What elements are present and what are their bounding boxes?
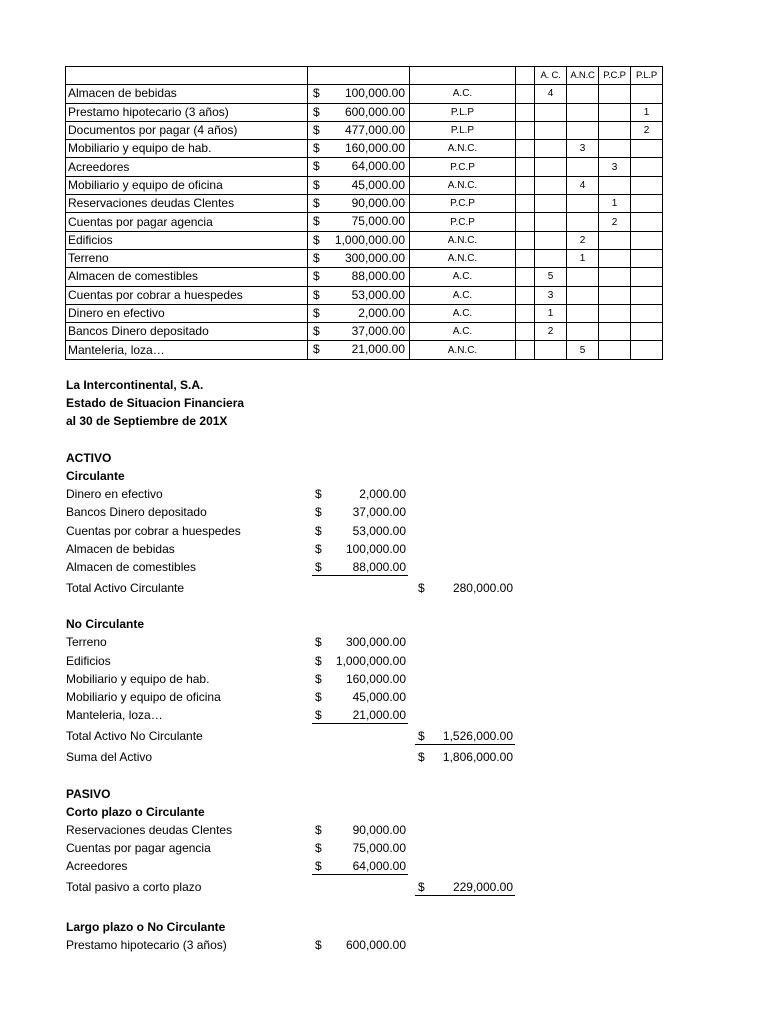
statement-line-item	[66, 706, 526, 727]
pcp-order-cell: 3	[599, 158, 631, 176]
amount-value: 75,000.00	[352, 841, 406, 856]
line-item-amount	[312, 839, 408, 856]
amount-value: 53,000.00	[352, 523, 406, 538]
plp-order-cell	[631, 268, 663, 286]
spacer-cell	[516, 85, 535, 103]
ac-order-cell	[535, 341, 567, 359]
pcp-order-cell	[599, 176, 631, 194]
ac-order-cell: 4	[535, 85, 567, 103]
currency-symbol: $	[315, 541, 322, 556]
account-name-cell: Mobiliario y equipo de oficina	[66, 176, 308, 194]
classification-cell: A.N.C.	[410, 341, 516, 359]
line-item-amount	[312, 503, 408, 520]
anc-order-cell	[567, 286, 599, 304]
ac-order-cell	[535, 103, 567, 121]
amount-value: 1,000,000.00	[334, 232, 405, 247]
account-name-cell: Mobiliario y equipo de hab.	[66, 140, 308, 158]
line-item-amount	[312, 522, 408, 539]
line-item-label: Cuentas por cobrar a huespedes	[66, 523, 241, 538]
spacer-cell	[516, 231, 535, 249]
plp-order-cell	[631, 323, 663, 341]
anc-order-cell	[567, 213, 599, 231]
pcp-order-cell	[599, 140, 631, 158]
table-row	[66, 341, 663, 359]
account-name-cell: Dinero en efectivo	[66, 304, 308, 322]
currency-symbol: $	[313, 159, 320, 174]
account-name-cell: Terreno	[66, 249, 308, 267]
classification-cell: A.N.C.	[410, 140, 516, 158]
account-name-cell: Documentos por pagar (4 años)	[66, 121, 308, 139]
pcp-order-cell	[599, 249, 631, 267]
table-row	[66, 268, 663, 286]
ac-order-cell	[535, 213, 567, 231]
ac-order-cell	[535, 249, 567, 267]
currency-symbol: $	[313, 104, 320, 119]
line-item-amount	[312, 936, 408, 953]
amount-cell	[308, 140, 410, 158]
amount-value: 37,000.00	[351, 324, 405, 339]
plp-order-cell	[631, 213, 663, 231]
currency-symbol: $	[315, 841, 322, 856]
classification-cell: P.C.P	[410, 213, 516, 231]
line-item-label: Almacen de bebidas	[66, 541, 175, 556]
header-blank-spacer	[516, 67, 535, 85]
pcp-order-cell: 1	[599, 195, 631, 213]
line-item-amount	[312, 540, 408, 557]
currency-symbol: $	[315, 671, 322, 686]
classification-cell: A.N.C.	[410, 231, 516, 249]
classification-cell: A.C.	[410, 268, 516, 286]
amount-value: 1,000,000.00	[335, 653, 406, 668]
statement-line-item	[66, 558, 526, 579]
largo-plazo-heading: Largo plazo o No Circulante	[66, 919, 226, 934]
plp-order-cell	[631, 85, 663, 103]
classification-cell: P.C.P	[410, 195, 516, 213]
plp-order-cell	[631, 158, 663, 176]
line-item-label: Bancos Dinero depositado	[66, 505, 207, 520]
anc-order-cell	[567, 121, 599, 139]
statement-line-item	[66, 839, 526, 857]
amount-value: 160,000.00	[344, 141, 405, 156]
amount-cell	[308, 286, 410, 304]
amount-value: 53,000.00	[351, 287, 405, 302]
ac-order-cell	[535, 231, 567, 249]
table-row	[66, 213, 663, 231]
amount-value: 477,000.00	[344, 122, 405, 137]
pcp-order-cell	[599, 268, 631, 286]
classification-cell: A.C.	[410, 85, 516, 103]
amount-cell	[308, 121, 410, 139]
plp-order-cell	[631, 140, 663, 158]
spacer-cell	[516, 213, 535, 231]
line-item-amount	[312, 485, 408, 502]
ac-order-cell	[535, 121, 567, 139]
anc-order-cell	[567, 85, 599, 103]
circulante-items	[66, 485, 526, 579]
classification-cell: A.N.C.	[410, 176, 516, 194]
spacer-cell	[516, 121, 535, 139]
table-row	[66, 286, 663, 304]
classification-table	[65, 66, 663, 360]
currency-symbol: $	[315, 859, 322, 874]
line-item-label: Mobiliario y equipo de oficina	[66, 690, 221, 704]
plp-order-cell	[631, 195, 663, 213]
amount-cell	[308, 304, 410, 322]
corto-plazo-items	[66, 821, 526, 878]
line-item-label: Cuentas por pagar agencia	[66, 841, 211, 856]
amount-value: 45,000.00	[351, 177, 405, 192]
plp-order-cell: 2	[631, 121, 663, 139]
pcp-order-cell	[599, 323, 631, 341]
amount-value: 64,000.00	[352, 859, 406, 874]
amount-cell	[308, 158, 410, 176]
amount-cell	[308, 341, 410, 359]
plp-order-cell	[631, 304, 663, 322]
spacer-cell	[516, 158, 535, 176]
anc-order-cell	[567, 304, 599, 322]
statement-date: al 30 de Septiembre de 201X	[66, 414, 228, 429]
pasivo-heading: PASIVO	[66, 786, 111, 801]
currency-symbol: $	[315, 505, 322, 520]
ac-order-cell	[535, 176, 567, 194]
classification-cell: A.C.	[410, 304, 516, 322]
no-circulante-items	[66, 633, 526, 727]
table-row	[66, 121, 663, 139]
spacer-cell	[516, 249, 535, 267]
statement-line-item	[66, 522, 526, 540]
plp-order-cell	[631, 286, 663, 304]
amount-cell	[308, 195, 410, 213]
pcp-order-cell	[599, 341, 631, 359]
pcp-order-cell	[599, 231, 631, 249]
currency-symbol: $	[315, 690, 322, 704]
line-item-label: Prestamo hipotecario (3 años)	[66, 937, 227, 952]
account-name-cell: Acreedores	[66, 158, 308, 176]
table-row	[66, 195, 663, 213]
currency-symbol: $	[313, 86, 320, 101]
amount-cell	[308, 323, 410, 341]
table-row	[66, 140, 663, 158]
account-name-cell: Reservaciones deudas Clentes	[66, 195, 308, 213]
account-name-cell: Manteleria, loza…	[66, 341, 308, 359]
header-blank-class	[410, 67, 516, 85]
amount-cell	[308, 85, 410, 103]
statement-line-item	[66, 936, 526, 954]
currency-symbol: $	[315, 523, 322, 538]
account-name-cell: Almacen de bebidas	[66, 85, 308, 103]
no-circulante-heading: No Circulante	[66, 617, 145, 632]
spacer-cell	[516, 195, 535, 213]
table-row	[66, 158, 663, 176]
amount-value: 300,000.00	[344, 250, 405, 265]
spacer-cell	[516, 140, 535, 158]
amount-value: 37,000.00	[352, 505, 406, 520]
anc-order-cell	[567, 103, 599, 121]
amount-value: 88,000.00	[351, 269, 405, 284]
currency-symbol: $	[313, 232, 320, 247]
currency-symbol: $	[315, 559, 322, 574]
currency-symbol: $	[313, 269, 320, 284]
amount-value: 21,000.00	[352, 708, 406, 723]
currency-symbol: $	[313, 287, 320, 302]
spacer	[66, 597, 526, 615]
amount-value: 160,000.00	[345, 671, 406, 686]
currency-symbol: $	[313, 324, 320, 339]
table-row	[66, 304, 663, 322]
currency-symbol: $	[313, 342, 320, 357]
account-name-cell: Cuentas por pagar agencia	[66, 213, 308, 231]
plp-order-cell: 1	[631, 103, 663, 121]
currency-symbol: $	[315, 708, 322, 723]
plp-order-cell	[631, 176, 663, 194]
account-name-cell: Edificios	[66, 231, 308, 249]
amount-value: 2,000.00	[359, 487, 406, 502]
pcp-order-cell	[599, 286, 631, 304]
table-row	[66, 176, 663, 194]
anc-order-cell: 3	[567, 140, 599, 158]
statement-line-item	[66, 485, 526, 503]
currency-symbol: $	[313, 250, 320, 265]
line-item-label: Reservaciones deudas Clentes	[66, 822, 233, 837]
amount-cell	[308, 103, 410, 121]
table-row	[66, 323, 663, 341]
currency-symbol: $	[313, 177, 320, 192]
spacer-cell	[516, 176, 535, 194]
spacer-cell	[516, 268, 535, 286]
anc-order-cell	[567, 268, 599, 286]
currency-symbol: $	[313, 305, 320, 320]
currency-symbol: $	[315, 653, 322, 668]
statement-line-item	[66, 688, 526, 706]
amount-cell	[308, 213, 410, 231]
line-item-amount	[312, 670, 408, 687]
suma-del-activo: Suma del Activo $ 1,806,000.00	[66, 750, 513, 765]
table-row	[66, 85, 663, 103]
amount-cell	[308, 268, 410, 286]
amount-value: 100,000.00	[344, 86, 405, 101]
largo-plazo-items	[66, 936, 526, 954]
amount-value: 600,000.00	[344, 104, 405, 119]
classification-cell: A.N.C.	[410, 249, 516, 267]
classification-cell: A.C.	[410, 286, 516, 304]
total-activo-no-circulante: Total Activo No Circulante $ 1,526,000.00	[66, 729, 513, 744]
line-item-amount	[312, 857, 408, 875]
currency-symbol: $	[315, 937, 322, 952]
table-row	[66, 231, 663, 249]
line-item-amount	[312, 821, 408, 838]
statement-line-item	[66, 540, 526, 558]
statement-line-item	[66, 633, 526, 651]
anc-order-cell	[567, 195, 599, 213]
currency-symbol: $	[315, 822, 322, 837]
header-pcp: P.C.P	[599, 67, 631, 85]
statement-line-item	[66, 821, 526, 839]
line-item-label: Edificios	[66, 653, 111, 668]
total-pasivo-corto-plazo: Total pasivo a corto plazo $ 229,000.00	[66, 880, 513, 895]
pcp-order-cell	[599, 103, 631, 121]
amount-value: 90,000.00	[352, 822, 406, 837]
account-name-cell: Cuentas por cobrar a huespedes	[66, 286, 308, 304]
statement-line-item	[66, 857, 526, 878]
line-item-amount	[312, 652, 408, 669]
account-name-cell: Prestamo hipotecario (3 años)	[66, 103, 308, 121]
ac-order-cell	[535, 158, 567, 176]
line-item-amount	[312, 706, 408, 724]
total-activo-circulante: Total Activo Circulante $ 280,000.00	[66, 580, 513, 595]
ac-order-cell	[535, 140, 567, 158]
ac-order-cell	[535, 195, 567, 213]
amount-value: 88,000.00	[352, 559, 406, 574]
anc-order-cell: 2	[567, 231, 599, 249]
circulante-heading: Circulante	[66, 468, 125, 483]
currency-symbol: $	[313, 122, 320, 137]
statement-line-item	[66, 670, 526, 688]
spacer-cell	[516, 286, 535, 304]
spacer-cell	[516, 323, 535, 341]
pcp-order-cell	[599, 85, 631, 103]
table-row	[66, 249, 663, 267]
line-item-label: Manteleria, loza…	[66, 708, 163, 723]
statement-line-item	[66, 652, 526, 670]
header-blank-name	[66, 67, 308, 85]
header-anc: A.N.C	[567, 67, 599, 85]
amount-value: 21,000.00	[351, 342, 405, 357]
statement-title: Estado de Situacion Financiera	[66, 396, 245, 411]
amount-value: 90,000.00	[351, 196, 405, 211]
anc-order-cell: 5	[567, 341, 599, 359]
currency-symbol: $	[315, 487, 322, 502]
line-item-label: Almacen de comestibles	[66, 559, 197, 574]
ac-order-cell: 3	[535, 286, 567, 304]
line-item-amount	[312, 688, 408, 705]
plp-order-cell	[631, 249, 663, 267]
ac-order-cell: 5	[535, 268, 567, 286]
table-header-row	[66, 67, 663, 85]
amount-value: 2,000.00	[358, 305, 405, 320]
plp-order-cell	[631, 341, 663, 359]
classification-cell: P.L.P	[410, 121, 516, 139]
amount-cell	[308, 176, 410, 194]
anc-order-cell	[567, 323, 599, 341]
spacer	[66, 766, 526, 784]
header-ac: A. C.	[535, 67, 567, 85]
anc-order-cell: 4	[567, 176, 599, 194]
header-plp: P.L.P	[631, 67, 663, 85]
amount-value: 600,000.00	[345, 937, 406, 952]
line-item-label: Terreno	[66, 635, 107, 650]
corto-plazo-heading: Corto plazo o Circulante	[66, 804, 205, 819]
amount-cell	[308, 249, 410, 267]
spacer	[66, 431, 526, 449]
table-body	[66, 85, 663, 359]
company-name: La Intercontinental, S.A.	[66, 378, 204, 392]
amount-cell	[308, 231, 410, 249]
statement-line-item	[66, 503, 526, 521]
classification-cell: P.L.P	[410, 103, 516, 121]
account-name-cell: Almacen de comestibles	[66, 268, 308, 286]
pcp-order-cell	[599, 121, 631, 139]
line-item-label: Mobiliario y equipo de hab.	[66, 671, 210, 686]
balance-sheet	[66, 376, 526, 954]
activo-heading: ACTIVO	[66, 450, 112, 465]
plp-order-cell	[631, 231, 663, 249]
currency-symbol: $	[313, 214, 320, 229]
ac-order-cell: 2	[535, 323, 567, 341]
spacer-cell	[516, 304, 535, 322]
line-item-amount	[312, 633, 408, 650]
account-name-cell: Bancos Dinero depositado	[66, 323, 308, 341]
line-item-label: Acreedores	[66, 859, 128, 874]
spacer	[66, 899, 526, 917]
classification-cell: A.C.	[410, 323, 516, 341]
currency-symbol: $	[315, 635, 322, 650]
header-blank-amount	[308, 67, 410, 85]
anc-order-cell: 1	[567, 249, 599, 267]
amount-value: 100,000.00	[345, 541, 406, 556]
anc-order-cell	[567, 158, 599, 176]
spacer-cell	[516, 103, 535, 121]
pcp-order-cell	[599, 304, 631, 322]
amount-value: 64,000.00	[351, 159, 405, 174]
amount-value: 75,000.00	[351, 214, 405, 229]
amount-value: 45,000.00	[352, 690, 406, 704]
currency-symbol: $	[313, 141, 320, 156]
line-item-amount	[312, 558, 408, 576]
pcp-order-cell: 2	[599, 213, 631, 231]
ac-order-cell: 1	[535, 304, 567, 322]
line-item-label: Dinero en efectivo	[66, 487, 163, 502]
currency-symbol: $	[313, 196, 320, 211]
spacer-cell	[516, 341, 535, 359]
amount-value: 300,000.00	[345, 635, 406, 650]
table-row	[66, 103, 663, 121]
classification-cell: P.C.P	[410, 158, 516, 176]
